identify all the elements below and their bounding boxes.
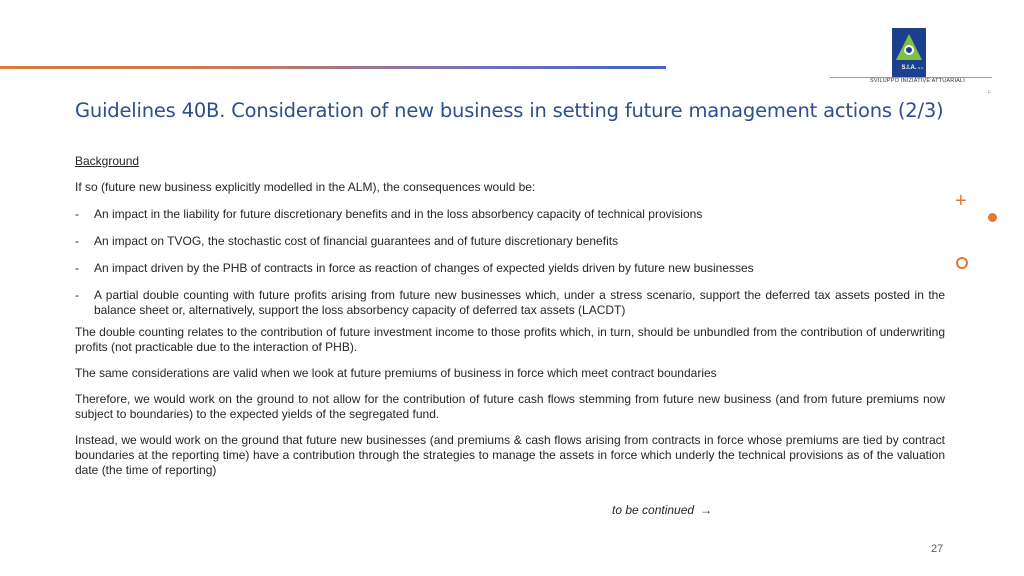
body-paragraph: The double counting relates to the contribution of future investment income to those profits which, in turn, should be unbundled from the contribution of underwriting profits (not practicable due to the interaction of PHB). [75, 325, 945, 354]
logo-mark [892, 28, 926, 78]
bullet-dash: - [75, 261, 79, 275]
slide-title: Guidelines 40B. Consideration of new business in setting future management actions (2/3) [75, 99, 944, 122]
company-logo [830, 26, 992, 100]
bullet-dash: - [75, 207, 79, 221]
plus-decoration-icon: + [955, 190, 967, 212]
logo-tagline: SVILUPPO INIZIATIVE ATTUARIALI [870, 78, 966, 84]
section-heading: Background [75, 154, 140, 168]
arrow-right-icon: → [700, 503, 713, 517]
intro-paragraph: If so (future new business explicitly modelled in the ALM), the consequences would be: [75, 180, 536, 194]
slide-body [75, 154, 945, 478]
bullet-dash: - [75, 288, 79, 302]
bullet-dash: - [75, 234, 79, 248]
logo-small-mark: F [988, 90, 992, 96]
header-gradient-line [0, 66, 666, 69]
logo-suffix: S.r.l. [917, 66, 925, 70]
dot-decoration-icon [988, 213, 997, 222]
bullet-text: An impact in the liability for future discretionary benefits and in the loss absorbency capacity of technical provisions [94, 207, 703, 221]
body-paragraph: The same considerations are valid when we look at future premiums of business in force which meet contract boundaries [75, 366, 717, 380]
bullet-item [75, 234, 945, 249]
body-paragraph: Therefore, we would work on the ground to not allow for the contribution of future cash flows stemming from future new business (and from future premiums now subject to boundaries) to the expected yields of the segregated fund. [75, 392, 945, 421]
bullet-text: An impact on TVOG, the stochastic cost of financial guarantees and of future discretionary benefits [94, 234, 619, 248]
bullet-item [75, 261, 945, 276]
to-be-continued-note [612, 503, 712, 517]
page-number: 27 [931, 543, 944, 555]
logo-name: S.I.A. [901, 65, 917, 71]
logo-triangle-icon [892, 28, 926, 78]
bullet-text: An impact driven by the PHB of contracts in force as reaction of changes of expected yields driven by future new businesses [94, 261, 754, 275]
bullet-item [75, 207, 945, 222]
ring-decoration-icon [956, 257, 968, 269]
body-paragraph: Instead, we would work on the ground that future new businesses (and premiums & cash flows arising from contracts in force whose premiums are tied by contract boundaries at the reporting time) have a contribution through the strategies to manage the assets in force which underly the technical provisions as of the valuation date (the time of reporting) [75, 433, 945, 477]
bullet-item [75, 288, 945, 318]
continued-text: to be continued [612, 503, 695, 517]
bullet-text: A partial double counting with future profits arising from future new businesses which, under a stress scenario, support the deferred tax assets posted in the balance sheet or, alternatively, support the loss absorbency capacity of deferred tax assets (LACDT) [94, 288, 945, 317]
